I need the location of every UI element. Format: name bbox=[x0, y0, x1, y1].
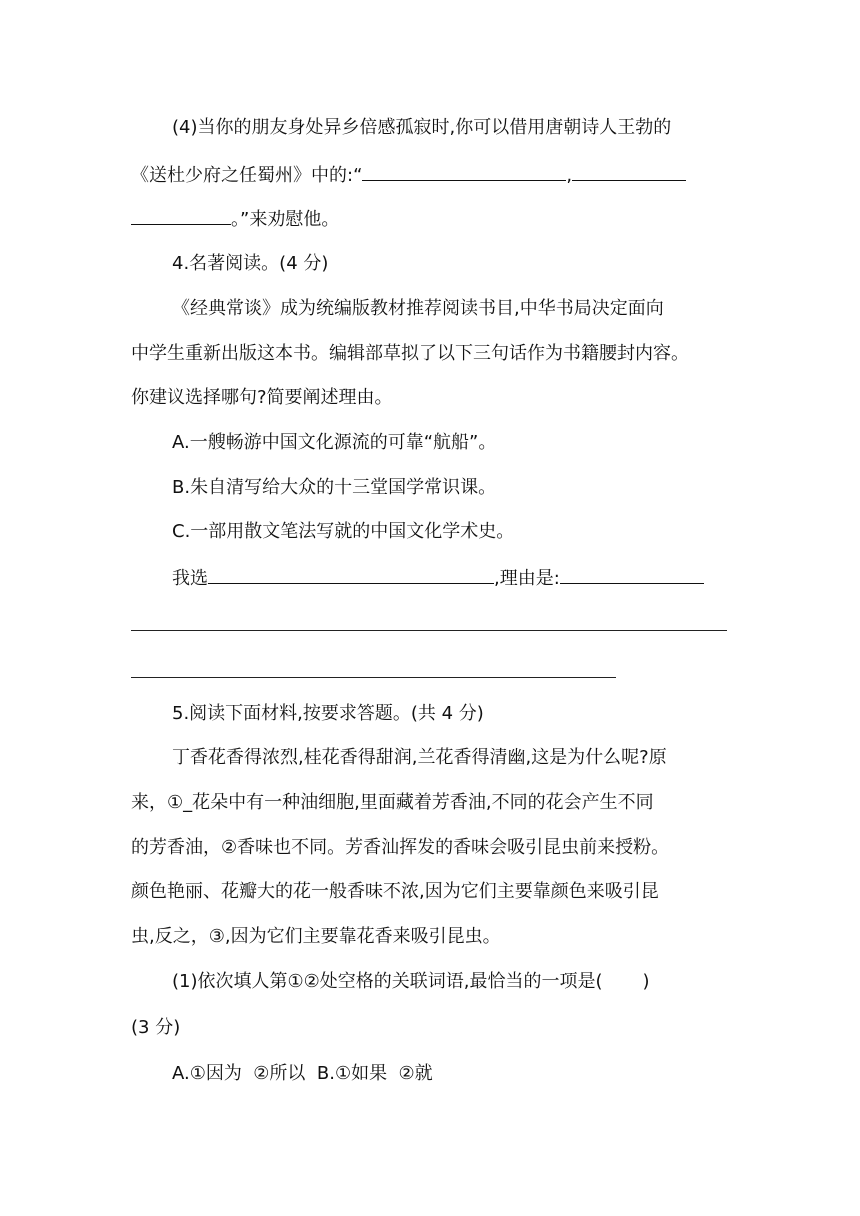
q4-title: 4.名著阅读。(4 分) bbox=[172, 253, 329, 274]
q5-para-line1: 丁香花香得浓烈,桂花香得甜润,兰花香得清幽,这是为什么呢?原 bbox=[172, 747, 667, 768]
answer-choice-blank[interactable] bbox=[208, 565, 494, 584]
q5-para-line4: 颜色艳丽、花瓣大的花一般香味不浓,因为它们主要靠颜色来吸引昆 bbox=[131, 881, 659, 902]
answer-blank-1[interactable] bbox=[362, 162, 566, 181]
q4-option-c: C.一部用散文笔法写就的中国文化学术史。 bbox=[172, 521, 515, 542]
q3-4-source-text: 《送杜少府之任蜀州》中的:“ bbox=[131, 165, 363, 186]
q3-4-suffix: 。”来劝慰他。 bbox=[231, 209, 340, 230]
answer-reason-line-2[interactable] bbox=[131, 630, 727, 631]
q4-answer-prefix: 我选 bbox=[172, 568, 208, 589]
q5-sub1-line1 bbox=[172, 970, 650, 994]
q5-title: 5.阅读下面材料,按要求答题。(共 4 分) bbox=[172, 703, 484, 724]
q5-sub1-stem: (1)依次填人第①②处空格的关联词语,最恰当的一项是( bbox=[172, 971, 603, 992]
answer-reason-line-3[interactable] bbox=[131, 677, 616, 678]
q5-sub1-close-paren: ) bbox=[642, 971, 650, 992]
q5-sub1-options: A.①因为 ②所以 B.①如果 ②就 bbox=[172, 1063, 433, 1084]
q3-4-line1: (4)当你的朋友身处异乡倍感孤寂时,你可以借用唐朝诗人王勃的 bbox=[172, 117, 672, 138]
q4-reason-label: ,理由是: bbox=[494, 568, 560, 589]
q3-4-comma: , bbox=[566, 165, 573, 186]
q4-para-line1: 《经典常谈》成为统编版教材推荐阅读书目,中华书局决定面向 bbox=[172, 298, 664, 319]
q3-4-line2 bbox=[131, 162, 686, 188]
q4-para-line2: 中学生重新出版这本书。编辑部草拟了以下三句话作为书籍腰封内容。 bbox=[131, 343, 689, 364]
q4-para-line3: 你建议选择哪句?简要阐述理由。 bbox=[131, 387, 393, 408]
q5-para-line5: 虫,反之，③,因为它们主要靠花香来吸引昆虫。 bbox=[131, 926, 501, 947]
q5-para-line3: 的芳香油，②香味也不同。芳香汕挥发的香味会吸引昆虫前来授粉。 bbox=[131, 837, 670, 858]
answer-blank-2[interactable] bbox=[572, 162, 686, 181]
answer-reason-blank[interactable] bbox=[560, 565, 704, 584]
q3-4-line3 bbox=[131, 206, 339, 232]
q5-sub1-score: (3 分) bbox=[131, 1017, 181, 1038]
answer-blank-3[interactable] bbox=[131, 206, 231, 225]
q4-option-a: A.一艘畅游中国文化源流的可靠“航船”。 bbox=[172, 432, 497, 453]
q4-answer-line bbox=[172, 565, 704, 591]
q5-para-line2: 来，①_花朵中有一种油细胞,里面藏着芳香油,不同的花会产生不同 bbox=[131, 792, 654, 813]
q4-option-b: B.朱自清写给大众的十三堂国学常识课。 bbox=[172, 477, 497, 498]
